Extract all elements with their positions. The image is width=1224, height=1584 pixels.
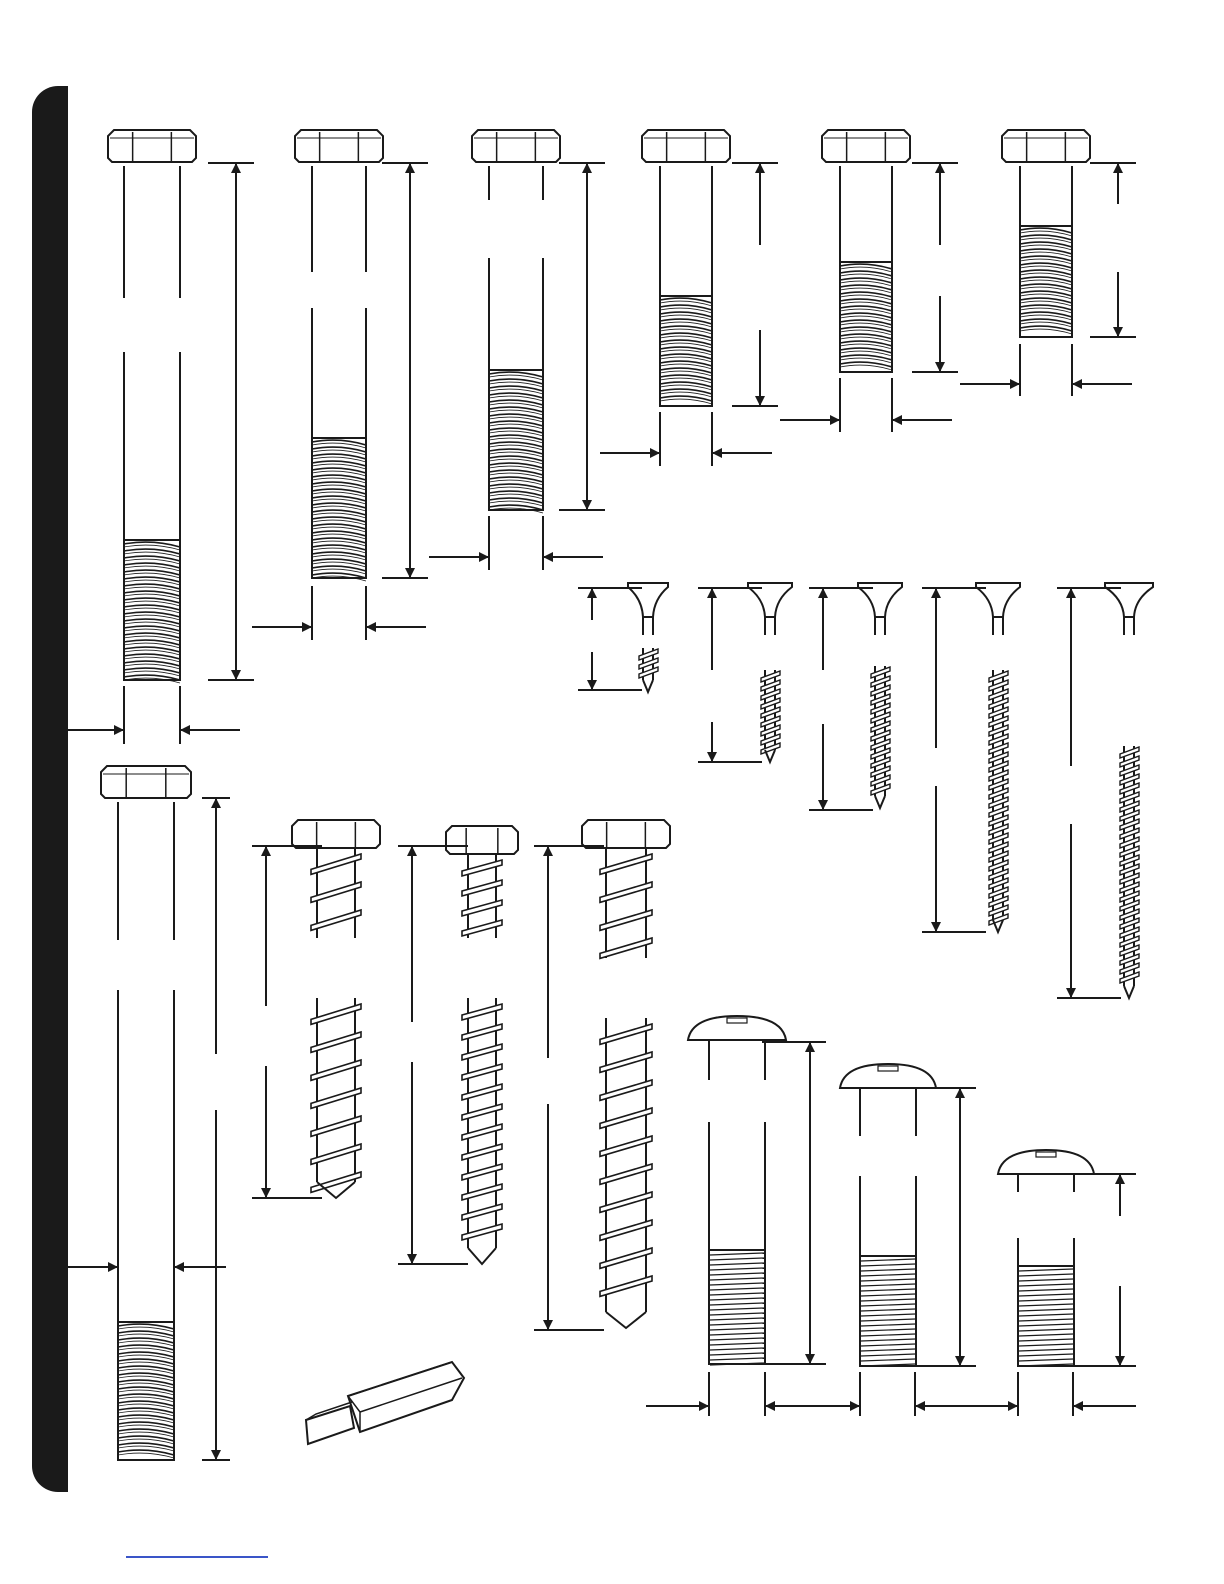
wood-screw-icon xyxy=(628,583,668,692)
lag-screws xyxy=(252,820,670,1330)
hex-bolt-icon xyxy=(108,130,196,683)
length-dimension xyxy=(382,163,428,578)
length-dimension xyxy=(534,846,604,1330)
length-dimension xyxy=(698,588,762,762)
diameter-dimension xyxy=(66,1200,226,1330)
length-dimension xyxy=(1072,1174,1136,1366)
diameter-dimension xyxy=(252,586,426,640)
length-dimension xyxy=(578,588,642,690)
hex-bolt-icon xyxy=(822,130,910,372)
button-head-bolt-icon xyxy=(688,1016,786,1365)
hex-bolt-icon xyxy=(101,766,191,1460)
length-dimension xyxy=(912,163,958,372)
button-head-bolt-icon xyxy=(998,1150,1094,1366)
length-dimension xyxy=(762,1042,826,1364)
hex-bolt-icon xyxy=(295,130,383,581)
lag-screw-icon xyxy=(292,820,380,1198)
diameter-dimension xyxy=(64,686,240,744)
wood-screw-icon xyxy=(858,583,902,808)
length-dimension xyxy=(208,163,254,680)
wood-screws xyxy=(578,583,1153,998)
lag-screw-icon xyxy=(446,826,518,1264)
length-dimension xyxy=(1090,163,1136,337)
diameter-dimension xyxy=(600,412,772,466)
button-head-bolts xyxy=(646,1016,1136,1416)
wood-screw-icon xyxy=(1105,583,1153,998)
diameter-dimension xyxy=(429,516,603,570)
length-dimension xyxy=(202,798,230,1460)
hex-bolt-icon xyxy=(1002,130,1090,337)
length-dimension xyxy=(559,163,605,510)
hex-bolt-icon xyxy=(642,130,730,406)
wood-screw-icon xyxy=(748,583,792,762)
length-dimension xyxy=(1057,588,1121,998)
length-dimension xyxy=(398,846,468,1264)
hex-bolt-icon xyxy=(472,130,560,513)
wood-screw-icon xyxy=(976,583,1020,932)
diameter-dimension xyxy=(780,378,952,432)
length-dimension xyxy=(922,588,986,932)
hex-bolts xyxy=(64,130,1136,1460)
length-dimension xyxy=(732,163,778,406)
diameter-dimension xyxy=(646,1372,1136,1416)
lag-screw-icon xyxy=(582,820,670,1328)
hex-driver-bit-icon xyxy=(306,1362,464,1444)
diameter-dimension xyxy=(960,344,1132,396)
length-dimension xyxy=(809,588,873,810)
button-head-bolt-icon xyxy=(840,1064,936,1366)
length-dimension xyxy=(912,1088,976,1366)
